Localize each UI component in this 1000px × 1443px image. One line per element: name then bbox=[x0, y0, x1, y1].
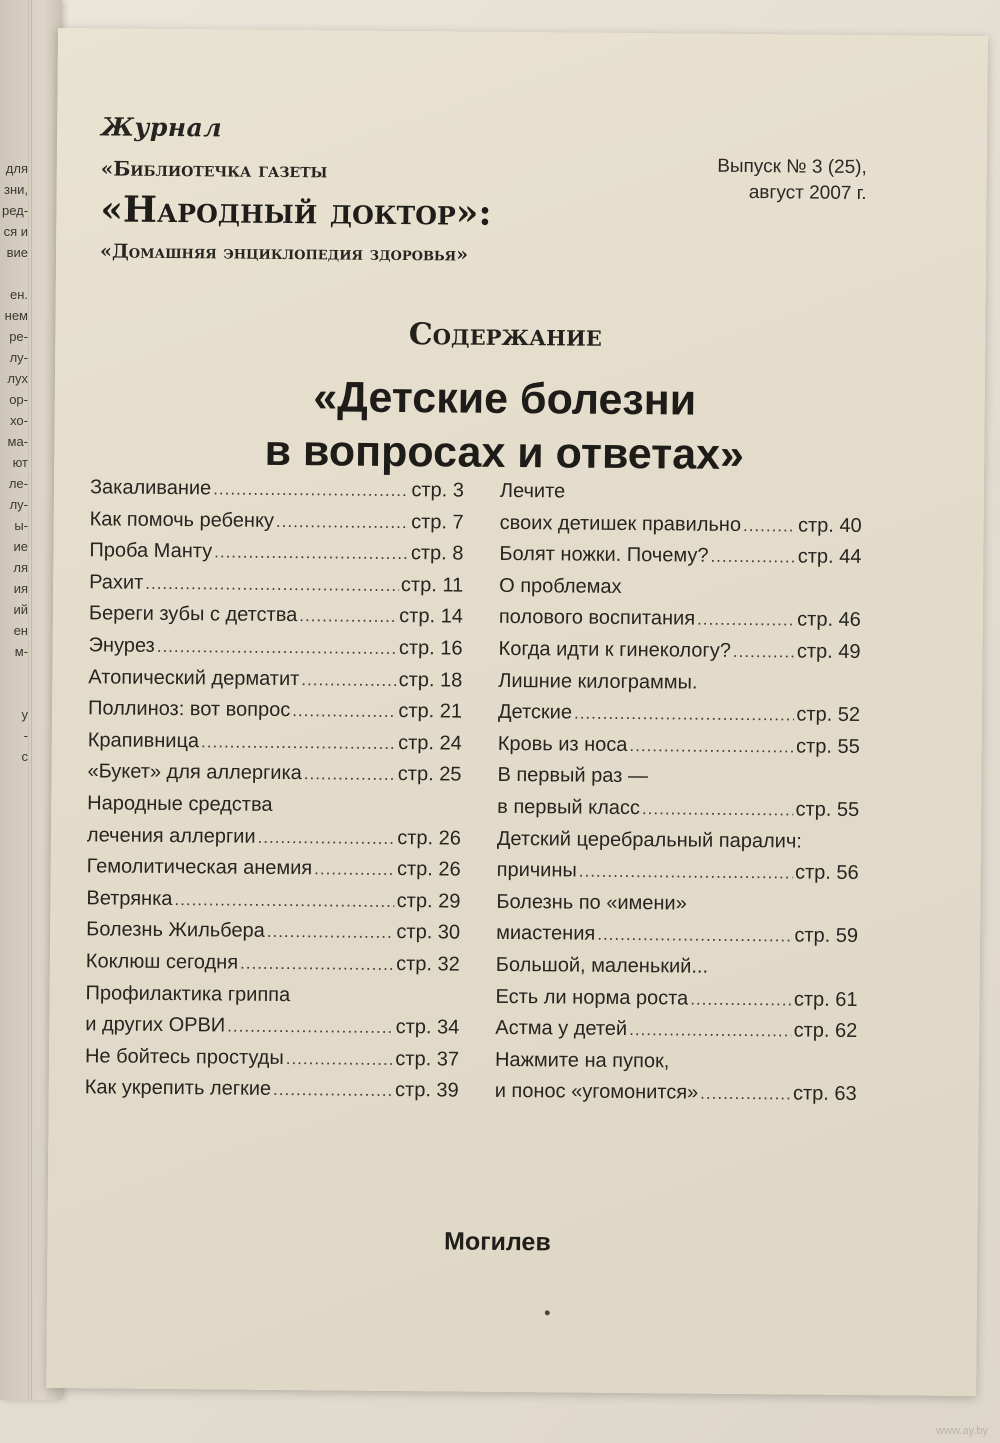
toc-entry bbox=[499, 606, 861, 641]
toc-leader-dots bbox=[689, 909, 857, 910]
issue-title-line-1: «Детские болезни bbox=[313, 373, 697, 425]
toc-entry bbox=[498, 733, 860, 768]
adjacent-page-fragment: ия bbox=[13, 581, 28, 596]
toc-entry-title: Болезнь Жильбера bbox=[86, 918, 265, 943]
toc-entry-title: лечения аллергии bbox=[86, 823, 256, 848]
adjacent-page-fragment: с bbox=[21, 749, 28, 764]
adjacent-page-fragment: ен. bbox=[9, 287, 28, 302]
toc-leader-dots bbox=[710, 973, 856, 974]
toc-entry bbox=[86, 950, 460, 985]
toc-leader-dots bbox=[145, 574, 399, 596]
toc-entry bbox=[85, 1013, 459, 1048]
toc-entry-page: стр. 63 bbox=[792, 1082, 857, 1106]
toc-entry-title: Есть ли норма роста bbox=[495, 985, 689, 1010]
toc-entry bbox=[85, 982, 459, 1017]
toc-leader-dots bbox=[650, 783, 858, 785]
toc-leader-dots bbox=[240, 954, 394, 975]
watermark: www.ay.by bbox=[936, 1425, 988, 1437]
toc-entry-title: Профилактика гриппа bbox=[85, 981, 291, 1006]
toc-entry-page: стр. 61 bbox=[793, 987, 858, 1011]
encyclopedia-subtitle: «Домашняя энциклопедия здоровья» bbox=[99, 240, 469, 266]
toc-leader-dots bbox=[301, 670, 397, 691]
toc-entry-title: Астма у детей bbox=[495, 1016, 628, 1041]
page-dot bbox=[545, 1310, 550, 1315]
toc-entry-title: Энурез bbox=[88, 634, 155, 657]
toc-entry-title: Гемолитическая анемия bbox=[86, 855, 313, 880]
toc-entry-title: Детский церебральный паралич: bbox=[496, 827, 802, 853]
toc-entry bbox=[90, 476, 464, 511]
toc-entry bbox=[88, 697, 462, 732]
adjacent-page-fragment: ле- bbox=[8, 476, 28, 491]
adjacent-page-fragment: хо- bbox=[10, 413, 28, 428]
toc-entry-title: и других ОРВИ bbox=[85, 1013, 226, 1037]
issue-title-line-2: в вопросах и ответах» bbox=[264, 426, 745, 480]
toc-entry-title: Народные средства bbox=[87, 792, 273, 816]
toc-leader-dots bbox=[597, 925, 792, 947]
toc-leader-dots bbox=[743, 516, 796, 536]
toc-entry-title: Болят ножки. Почему? bbox=[499, 543, 709, 567]
issue-info bbox=[717, 154, 867, 207]
toc-entry-title: О проблемах bbox=[499, 574, 622, 598]
toc-entry-page: стр. 59 bbox=[794, 924, 859, 948]
adjacent-page-fragment: нем bbox=[4, 308, 28, 323]
toc-entry-page: стр. 26 bbox=[396, 858, 461, 881]
toc-entry-title: Лишние килограммы. bbox=[498, 669, 698, 694]
toc-leader-dots bbox=[174, 890, 394, 912]
toc-entry-page: стр. 32 bbox=[396, 952, 460, 976]
issue-number: Выпуск № 3 (25), bbox=[717, 155, 867, 179]
toc-entry-page: стр. 29 bbox=[396, 889, 461, 913]
newspaper-title: «Народный доктор»: bbox=[100, 188, 492, 234]
toc-entry-title: Проба Манту bbox=[89, 539, 213, 563]
adjacent-page-fragment: м- bbox=[14, 644, 28, 659]
toc-entry-title: Как помочь ребенку bbox=[89, 507, 275, 532]
toc-entry-page: стр. 49 bbox=[796, 640, 861, 663]
contents-heading: Содержание bbox=[408, 317, 602, 354]
toc-entry-page: стр. 11 bbox=[400, 573, 464, 597]
toc-entry bbox=[87, 761, 461, 796]
adjacent-page-fragment: ма- bbox=[7, 434, 28, 449]
adjacent-page-fragment: ред- bbox=[2, 203, 29, 218]
toc-entry-page: стр. 18 bbox=[398, 668, 463, 692]
toc-entry-title: Большой, маленький... bbox=[495, 953, 709, 978]
toc-entry bbox=[90, 508, 464, 543]
toc-entry-page: стр. 44 bbox=[797, 545, 862, 569]
adjacent-page-fragment bbox=[2, 664, 28, 685]
toc-entry bbox=[85, 1077, 459, 1112]
toc-entry-title: в первый класс bbox=[497, 795, 641, 820]
toc-entry-page: стр. 34 bbox=[395, 1016, 460, 1039]
toc-entry bbox=[87, 792, 461, 827]
adjacent-page-fragment: ор- bbox=[9, 392, 28, 407]
publisher-city: Могилев bbox=[443, 1227, 551, 1257]
toc-entry bbox=[496, 859, 858, 894]
toc-entry bbox=[499, 575, 861, 610]
adjacent-page-fragment: ы- bbox=[14, 518, 28, 533]
toc-entry bbox=[500, 480, 862, 515]
adjacent-page-fragment bbox=[2, 685, 28, 706]
toc-entry-title: Лечите bbox=[499, 479, 566, 503]
toc-leader-dots bbox=[690, 989, 792, 1010]
toc-entry-page: стр. 56 bbox=[794, 861, 859, 885]
toc-leader-dots bbox=[214, 543, 409, 565]
toc-entry-title: Болезнь по «имени» bbox=[496, 890, 687, 915]
toc-entry bbox=[497, 796, 859, 831]
toc-entry-page: стр. 24 bbox=[398, 731, 462, 755]
toc-entry-page: стр. 3 bbox=[411, 479, 465, 502]
issue-date: август 2007 г. bbox=[748, 182, 867, 205]
toc-leader-dots bbox=[629, 1020, 792, 1041]
adjacent-page-fragment: ют bbox=[12, 455, 28, 470]
toc-entry-page: стр. 39 bbox=[394, 1079, 459, 1102]
toc-entry-title: Береги зубы с детства bbox=[88, 602, 298, 627]
toc-leader-dots bbox=[157, 637, 397, 659]
toc-entry-title: Когда идти к гинекологу? bbox=[498, 637, 731, 662]
toc-entry-title: Закаливание bbox=[89, 476, 212, 500]
toc-leader-dots bbox=[579, 862, 793, 884]
toc-entry bbox=[500, 511, 862, 546]
toc-entry bbox=[497, 764, 859, 799]
toc-entry-title: причины bbox=[496, 858, 577, 882]
toc-leader-dots bbox=[671, 1067, 855, 1069]
library-line: «Библиотечка газеты bbox=[100, 156, 328, 183]
toc-entry bbox=[87, 855, 461, 890]
toc-entry bbox=[86, 887, 460, 922]
toc-entry bbox=[495, 1049, 857, 1084]
toc-entry-page: стр. 8 bbox=[410, 542, 464, 565]
toc-entry bbox=[89, 539, 463, 574]
toc-entry-title: Атопический дерматит bbox=[88, 665, 300, 690]
journal-label: Журнал bbox=[101, 112, 223, 143]
toc-entry-page: стр. 25 bbox=[397, 763, 462, 786]
toc-leader-dots bbox=[267, 922, 395, 943]
toc-entry bbox=[89, 571, 463, 606]
toc-entry-title: Детские bbox=[497, 701, 573, 724]
toc-leader-dots bbox=[201, 732, 396, 754]
toc-leader-dots bbox=[642, 799, 794, 820]
toc-entry-page: стр. 21 bbox=[398, 700, 463, 723]
toc-entry bbox=[495, 985, 857, 1020]
toc-entry-page: стр. 30 bbox=[396, 921, 461, 944]
toc-entry bbox=[498, 669, 860, 704]
toc-leader-dots bbox=[299, 607, 397, 628]
toc-entry-page: стр. 40 bbox=[797, 514, 862, 537]
toc-entry-page: стр. 14 bbox=[399, 605, 463, 628]
toc-entry bbox=[86, 919, 460, 954]
toc-entry-page: стр. 55 bbox=[795, 798, 860, 821]
toc-leader-dots bbox=[700, 1084, 791, 1105]
toc-leader-dots bbox=[292, 701, 396, 722]
toc-entry-title: миастения bbox=[496, 922, 596, 946]
toc-leader-dots bbox=[286, 1049, 394, 1070]
toc-entry bbox=[496, 891, 858, 926]
toc-entry bbox=[497, 827, 859, 862]
toc-entry bbox=[89, 603, 463, 638]
toc-leader-dots bbox=[273, 1080, 393, 1101]
toc-entry-page: стр. 7 bbox=[411, 510, 464, 534]
toc-entry-title: Не бойтесь простуды bbox=[84, 1044, 284, 1069]
toc-left-column bbox=[85, 476, 464, 1111]
adjacent-page-fragment: ре- bbox=[9, 329, 28, 344]
toc-entry bbox=[499, 543, 861, 578]
toc-entry bbox=[85, 1045, 459, 1080]
magazine-page bbox=[46, 28, 988, 1396]
toc-entry bbox=[498, 638, 860, 673]
toc-entry-title: Рахит bbox=[89, 571, 144, 594]
adjacent-page-fragment: ие bbox=[13, 539, 28, 554]
toc-leader-dots bbox=[257, 827, 395, 848]
toc-entry-page: стр. 26 bbox=[397, 826, 462, 850]
adjacent-page-fragment: ий bbox=[13, 602, 28, 617]
toc-entry-page: стр. 37 bbox=[395, 1047, 460, 1071]
toc-entry bbox=[88, 666, 462, 701]
adjacent-page-fragment: вие bbox=[6, 245, 28, 260]
toc-entry-title: Нажмите на пупок, bbox=[494, 1048, 670, 1073]
toc-leader-dots bbox=[304, 765, 396, 786]
toc-entry-page: стр. 62 bbox=[793, 1019, 858, 1043]
toc-entry-title: Кровь из носа bbox=[497, 732, 628, 756]
toc-leader-dots bbox=[274, 811, 459, 813]
toc-entry-title: Крапивница bbox=[87, 729, 200, 753]
adjacent-page-fragment: лу- bbox=[9, 350, 28, 365]
adjacent-page-fragment: - bbox=[23, 728, 28, 743]
toc-leader-dots bbox=[292, 1001, 457, 1002]
adjacent-page-fragment: зни, bbox=[3, 182, 28, 197]
toc-leader-dots bbox=[227, 1017, 394, 1038]
toc-entry bbox=[495, 1017, 857, 1052]
toc-entry-title: Как укрепить легкие bbox=[84, 1076, 272, 1101]
toc-leader-dots bbox=[629, 736, 794, 757]
toc-entry-title: и понос «угомонится» bbox=[494, 1080, 699, 1104]
adjacent-page-fragment bbox=[2, 265, 28, 286]
adjacent-page-fragment: ля bbox=[13, 560, 28, 575]
toc-entry-title: Коклюш сегодня bbox=[85, 950, 239, 974]
toc-right-column bbox=[495, 480, 863, 1115]
toc-leader-dots bbox=[697, 610, 795, 631]
toc-leader-dots bbox=[276, 512, 409, 533]
toc-entry-title: В первый раз — bbox=[497, 764, 649, 788]
issue-title bbox=[54, 368, 955, 484]
toc-leader-dots bbox=[567, 497, 860, 500]
toc-entry bbox=[498, 701, 860, 736]
adjacent-page-fragment: для bbox=[5, 161, 28, 176]
toc-leader-dots bbox=[710, 547, 795, 568]
toc-entry bbox=[87, 824, 461, 859]
toc-entry-title: своих детишек правильно bbox=[499, 511, 742, 536]
toc-leader-dots bbox=[733, 642, 795, 663]
toc-entry bbox=[496, 922, 858, 957]
toc-leader-dots bbox=[699, 688, 858, 689]
toc-entry-page: стр. 52 bbox=[796, 703, 861, 727]
toc-leader-dots bbox=[314, 859, 395, 880]
toc-entry-page: стр. 55 bbox=[796, 735, 860, 758]
adjacent-page-fragment: лух bbox=[7, 371, 28, 386]
toc-entry-title: Ветрянка bbox=[86, 887, 173, 910]
toc-entry-title: полового воспитания bbox=[498, 606, 696, 630]
toc-leader-dots bbox=[624, 593, 860, 595]
adjacent-page-fragment: у bbox=[21, 707, 28, 722]
toc-leader-dots bbox=[574, 704, 795, 726]
toc-entry-title: «Букет» для аллергика bbox=[87, 760, 302, 785]
toc-entry-title: Поллиноз: вот вопрос bbox=[87, 697, 291, 722]
toc-entry bbox=[496, 954, 858, 989]
adjacent-page-fragment: лу- bbox=[9, 497, 28, 512]
toc-entry bbox=[88, 634, 462, 669]
adjacent-page-fragment: ен bbox=[13, 623, 28, 638]
toc-entry-page: стр. 16 bbox=[398, 636, 463, 660]
toc-leader-dots bbox=[213, 479, 409, 501]
toc-entry bbox=[495, 1080, 857, 1115]
toc-entry bbox=[88, 729, 462, 764]
toc-entry-page: стр. 46 bbox=[797, 608, 861, 632]
adjacent-page-fragment: ся и bbox=[3, 224, 28, 239]
